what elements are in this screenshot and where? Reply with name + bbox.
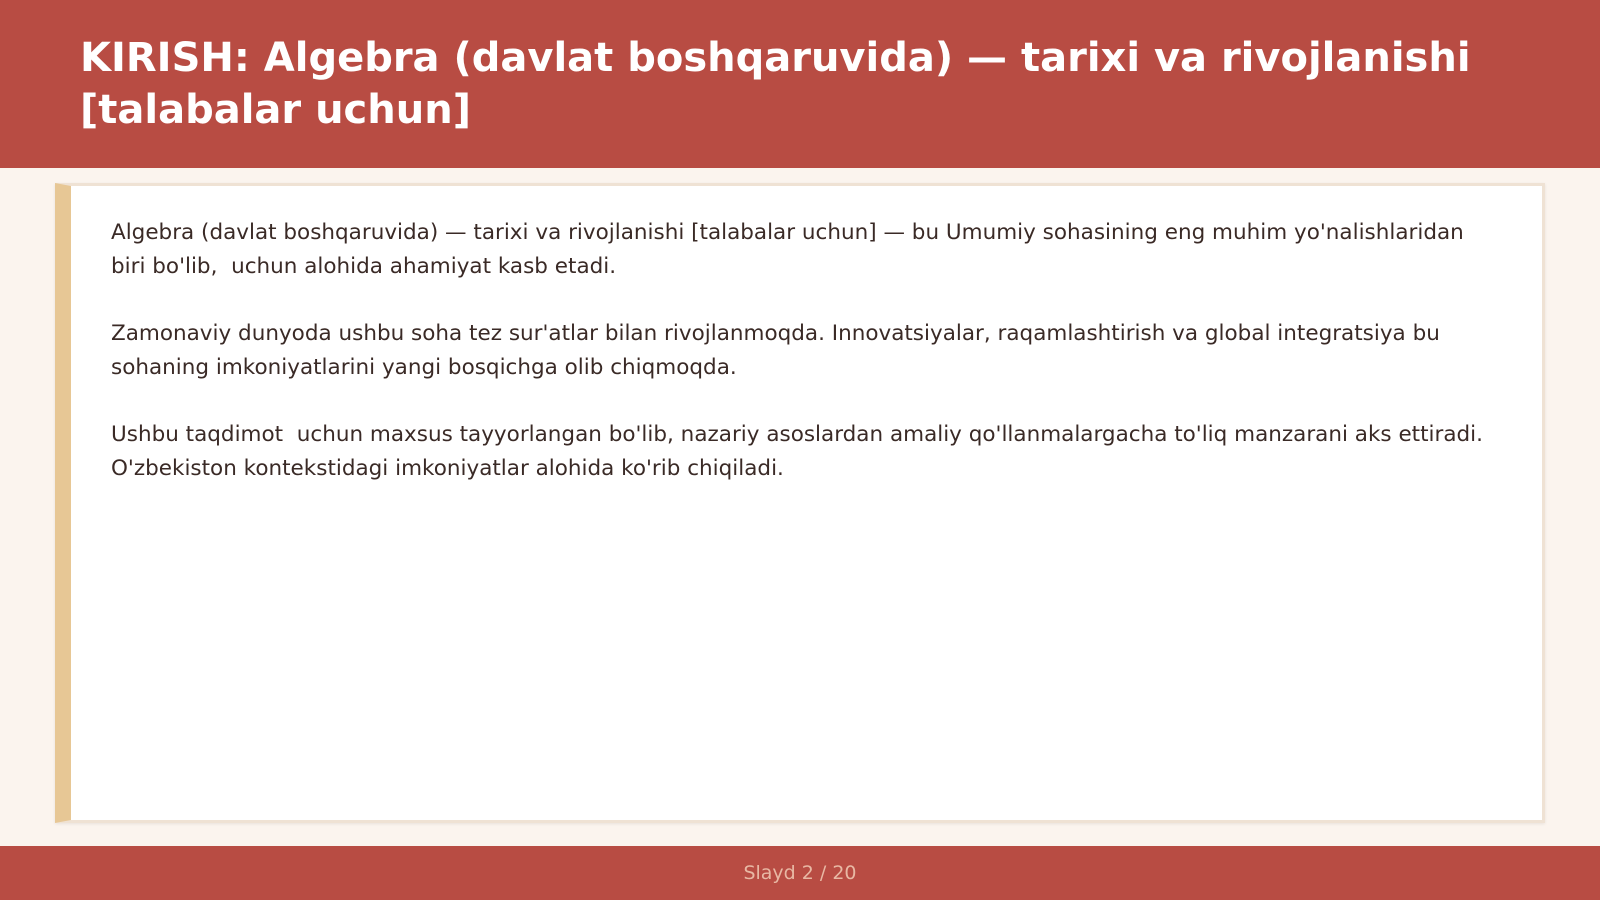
slide-footer — [0, 846, 1600, 900]
slide-header — [0, 0, 1600, 168]
paragraph-intro: Algebra (davlat boshqaruvida) — tarixi va rivojlanishi [talabalar uchun] — bu Umumiy sohasining eng muhim yo'nalishlaridan biri bo'lib, uchun alohida ahamiyat kasb etadi. — [111, 220, 1471, 279]
slide-number: Slayd 2 / 20 — [743, 862, 857, 884]
paragraph-presentation-purpose: Ushbu taqdimot uchun maxsus tayyorlangan bo'lib, nazariy asoslardan amaliy qo'llanmalargacha to'liq manzarani aks ettiradi. O'zbekiston kontekstidagi imkoniyatlar alohida ko'rib chiqiladi. — [111, 422, 1490, 481]
content-card — [55, 183, 1545, 823]
slide-title: KIRISH: Algebra (davlat boshqaruvida) — tarixi va rivojlanishi [talabalar uchun] — [80, 35, 1471, 133]
paragraph-modern-world: Zamonaviy dunyoda ushbu soha tez sur'atlar bilan rivojlanmoqda. Innovatsiyalar, raqamlashtirish va global integratsiya bu sohaning imkoniyatlarini yangi bosqichga olib chiqmoqda. — [111, 321, 1447, 380]
